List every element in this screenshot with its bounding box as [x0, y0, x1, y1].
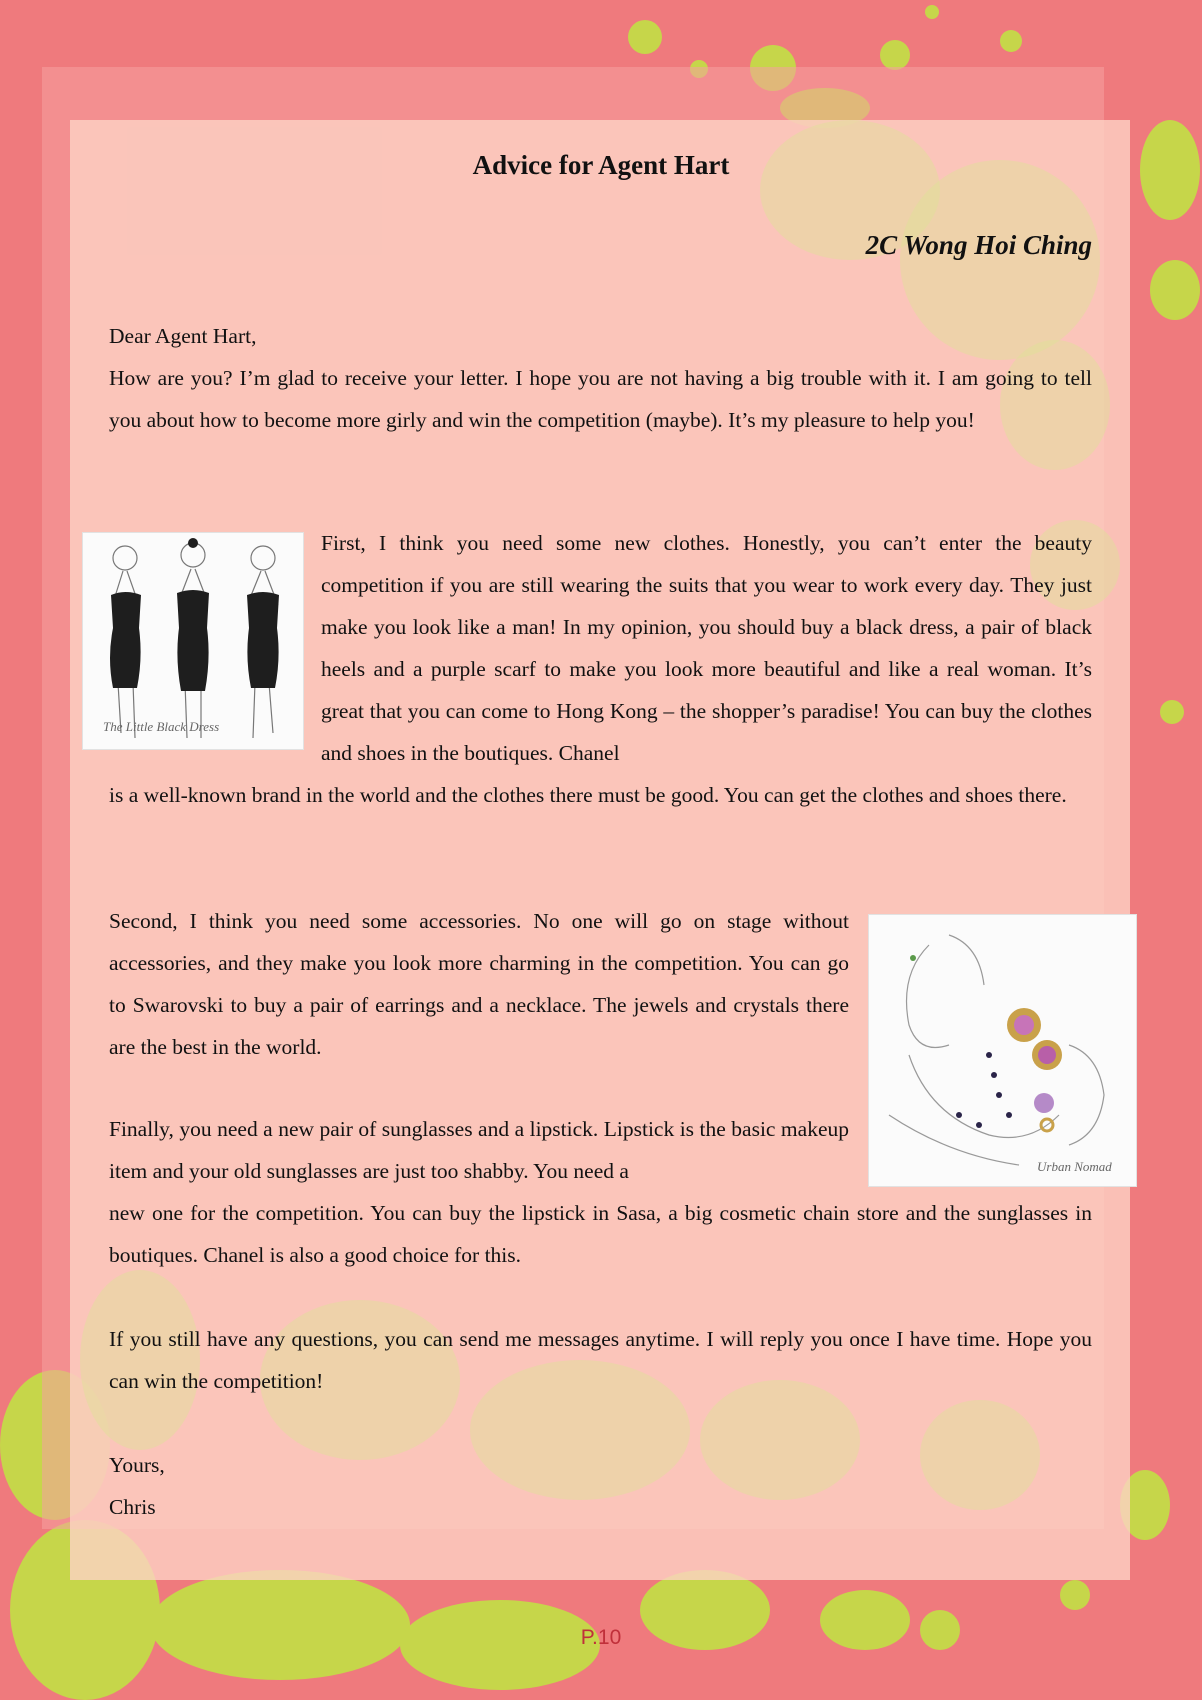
signoff: Yours,	[109, 1453, 165, 1477]
intro-paragraph: How are you? I’m glad to receive your letter. I hope you are not having a big trouble with it. I am going to tell you about how to become more girly and win the competition (maybe). It’s my pleasure to help you!	[109, 366, 1092, 432]
author-name: 2C Wong Hoi Ching	[865, 230, 1092, 260]
signature: Chris	[109, 1495, 156, 1519]
clothes-paragraph: First, I think you need some new clothes. Honestly, you can’t enter the beauty competition if you are still wearing the suits that you wear to work every day. They just make you look like a man! In my opinion, you should buy a black dress, a pair of black heels and a purple scarf to make you look more beautiful and like a real woman. It’s great that you can come to Hong Kong – the shopper’s paradise! You can buy the clothes and shoes in the boutiques. Chanel	[321, 531, 1092, 765]
jewelry-image-caption: Urban Nomad	[1037, 1159, 1112, 1174]
jewelry-sketch-image	[869, 915, 1136, 1186]
closing-paragraph: If you still have any questions, you can send me messages anytime. I will reply you once I have time. Hope you can win the competition!	[109, 1327, 1092, 1393]
letter-title: Advice for Agent Hart	[472, 150, 730, 180]
finally-paragraph-continued: new one for the competition. You can buy the lipstick in Sasa, a big cosmetic chain store and the sunglasses in boutiques. Chanel is also a good choice for this.	[109, 1201, 1092, 1267]
finally-paragraph: Finally, you need a new pair of sunglasses and a lipstick. Lipstick is the basic makeup item and your old sunglasses are just too shabby. You need a	[109, 1117, 849, 1183]
page-number: P.10	[580, 1626, 622, 1649]
dress-image-caption: The Little Black Dress	[103, 719, 220, 734]
dress-illustration	[82, 532, 304, 750]
dress-sketch-image	[83, 533, 303, 749]
accessories-paragraph: Second, I think you need some accessories. No one will go on stage without accessories, and they make you look more charming in the competition. You can go to Swarovski to buy a pair of earrings and a necklace. The jewels and crystals there are the best in the world.	[109, 909, 849, 1059]
salutation: Dear Agent Hart,	[109, 324, 257, 348]
jewelry-illustration	[868, 914, 1137, 1187]
clothes-paragraph-continued: is a well-known brand in the world and the clothes there must be good. You can get the clothes and shoes there.	[109, 783, 1067, 807]
